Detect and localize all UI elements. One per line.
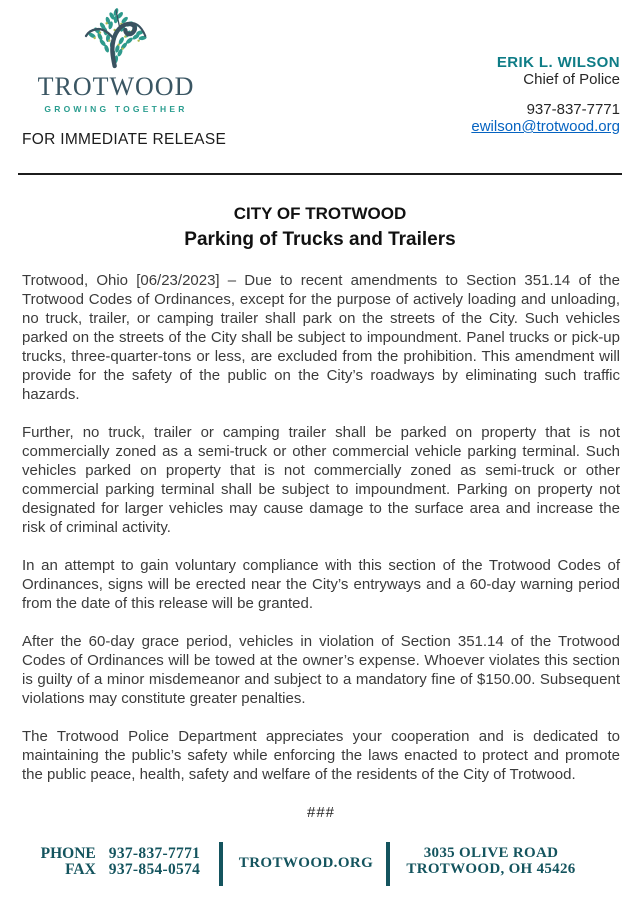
paragraph-2: Further, no truck, trailer or camping trailer shall be parked on property that is not commercially zoned as a semi-truck or other commercial vehicle parking terminal. Such vehicles parked on property that is not commercially zoned as semi-truck or other commercial parking terminal shall be subject to impoundment. Parking on property not designated for larger vehicles may cause damage to the surface area and increase the risk of criminal activity. <box>22 424 620 536</box>
logo-tagline: GROWING TOGETHER <box>44 104 188 114</box>
release-label: FOR IMMEDIATE RELEASE <box>22 131 227 148</box>
header-divider-rule <box>18 173 622 175</box>
email-link[interactable]: ewilson@trotwood.org <box>471 118 620 135</box>
logo-wordmark: TROTWOOD <box>37 72 195 101</box>
title-block <box>0 204 640 251</box>
trotwood-tree-icon <box>82 6 150 70</box>
footer <box>0 840 640 900</box>
footer-address <box>398 846 584 877</box>
page-subtitle: Parking of Trucks and Trailers <box>184 229 456 250</box>
end-mark: ### <box>306 804 336 821</box>
body-text <box>22 271 620 822</box>
footer-divider-left <box>219 842 223 886</box>
paragraph-5: The Trotwood Police Department appreciates your cooperation and is dedicated to maintaining the public’s safety while enforcing the laws enacted to protect and promote the public peace, health, safety and welfare of the residents of the City of Trotwood. <box>22 728 620 783</box>
footer-address-line1: 3035 OLIVE ROAD <box>423 845 559 861</box>
paragraph-3: In an attempt to gain voluntary compliance with this section of the Trotwood Codes of Ordinances, signs will be erected near the City’s entryways and a 60-day warning period from the date of this release will be granted. <box>22 557 620 612</box>
footer-phone-value: 937-837-7771 <box>108 845 201 862</box>
footer-fax-label: FAX <box>65 860 96 878</box>
contact-phone: 937-837-7771 <box>526 101 620 118</box>
page-title: CITY OF TROTWOOD <box>233 204 407 223</box>
contact-block <box>471 55 620 136</box>
footer-fax-value: 937-854-0574 <box>108 860 201 878</box>
paragraph-4: After the 60-day grace period, vehicles in violation of Section 351.14 of the Trotwood Codes of Ordinances will be towed at the owner’s expense. Whoever violates this section is guilty of a minor misdemeanor and subject to a mandatory fine of $150.00. Subsequent violations may constitute greater penalties. <box>22 633 620 707</box>
paragraph-1: Trotwood, Ohio [06/23/2023] – Due to recent amendments to Section 351.14 of the Trotwood Codes of Ordinances, except for the purpose of actively loading and unloading, no truck, trailer, or camping trailer shall park on the streets of the City. Such vehicles parked on the streets of the City shall be subject to impoundment. Panel trucks or pick-up trucks, three-quarter-tons or less, are excluded from the prohibition. This amendment will provide for the safety of the public on the City’s roadways by eliminating such traffic hazards. <box>22 272 620 403</box>
contact-email <box>471 118 620 136</box>
footer-address-line2: TROTWOOD, OH 45426 <box>406 861 576 877</box>
contact-name: ERIK L. WILSON <box>496 54 620 71</box>
footer-divider-right <box>386 842 390 886</box>
contact-title: Chief of Police <box>523 71 620 88</box>
trotwood-logo <box>18 6 214 114</box>
footer-phone-fax <box>22 847 212 877</box>
footer-phone-label: PHONE <box>40 845 96 862</box>
footer-website: TROTWOOD.ORG <box>238 855 374 871</box>
